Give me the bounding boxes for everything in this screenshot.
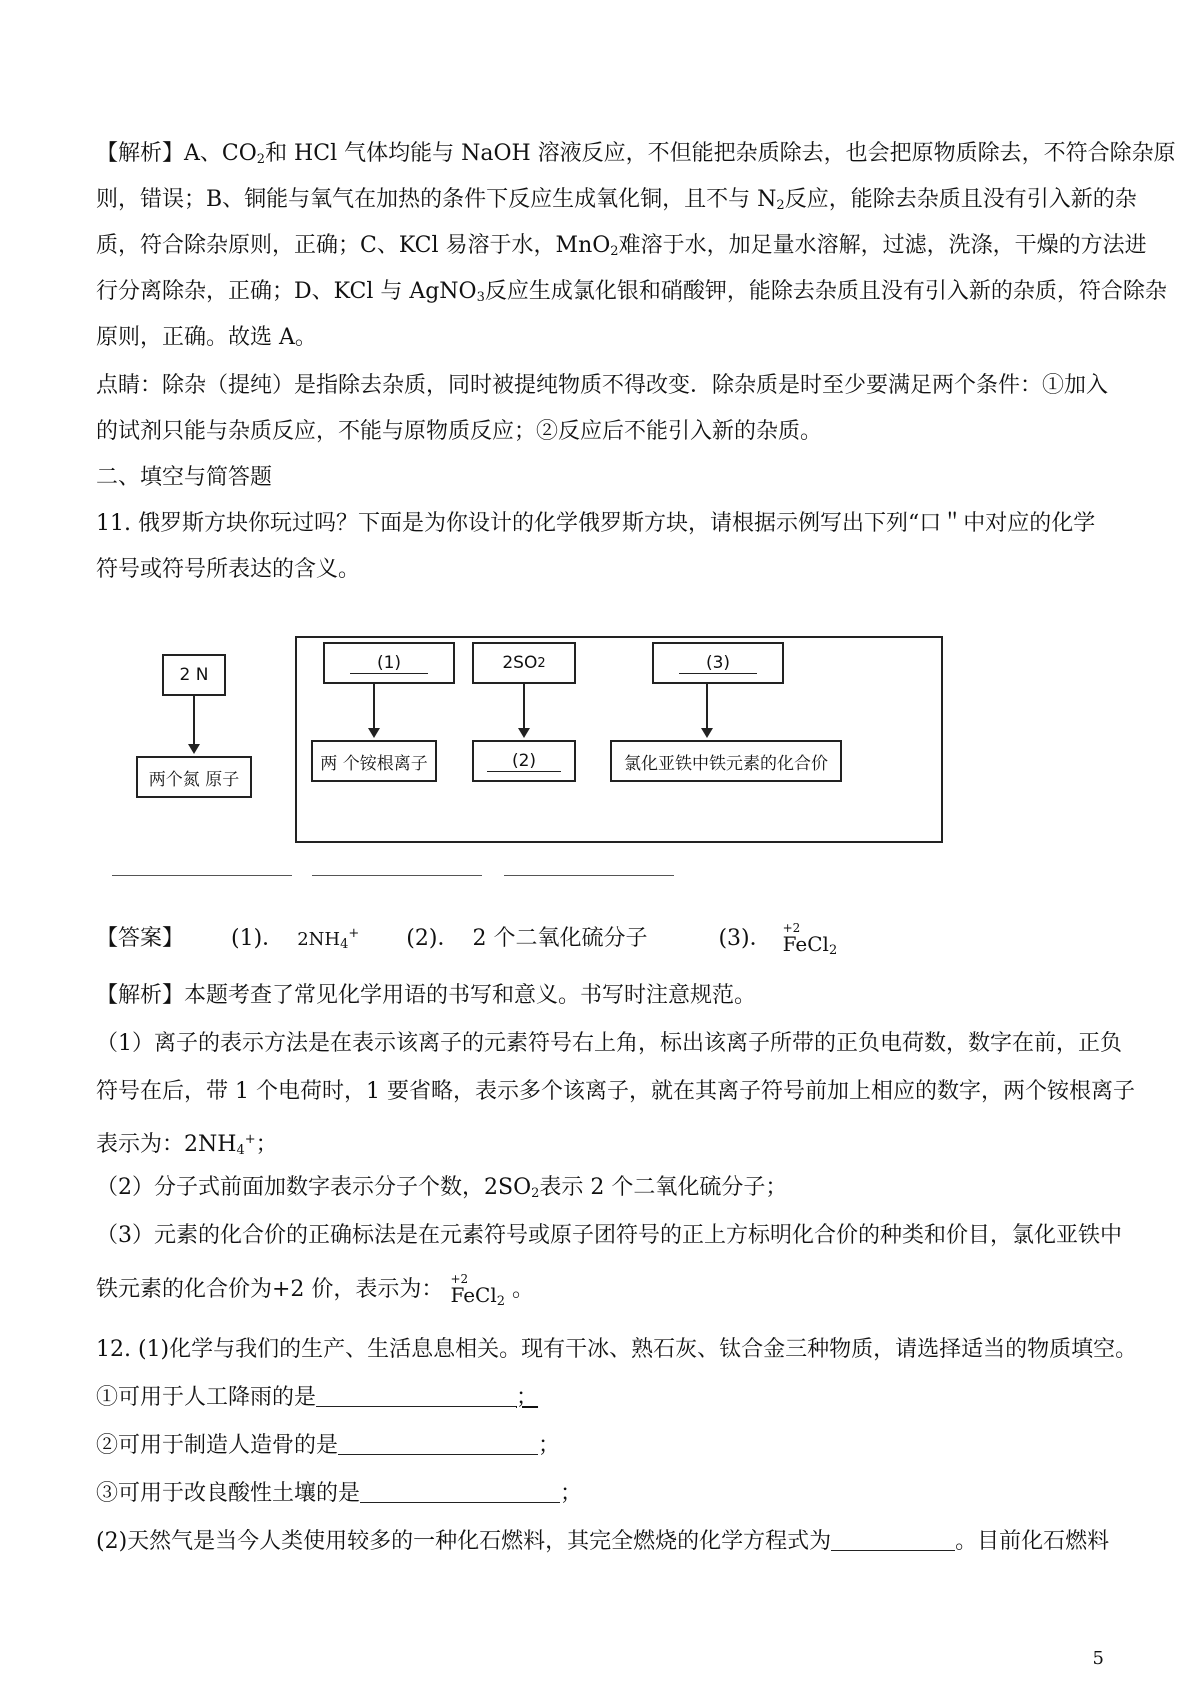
answer-fecl2-valence: +2 FeCl$_2$ xyxy=(782,921,838,958)
analysis-line-2: 则，错误；B、铜能与氧气在加热的条件下反应生成氧化铜，且不与 $N_2$反应，能除去杂质且没有引入新的杂 xyxy=(96,187,1137,213)
analysis-fecl2-valence: +2 FeCl$_2$ xyxy=(450,1272,506,1309)
q12-line-1: 12. (1)化学与我们的生产、生活息息相关。现有干冰、熟石灰、钛合金三种物质，请选择适当的物质填空。 xyxy=(96,1337,1138,1362)
q12-blank-4[interactable] xyxy=(831,1530,955,1551)
analysis-line-5: 原则，正确。故选 A。 xyxy=(96,325,317,350)
blank-1-box: (1) xyxy=(323,642,455,684)
example-top-box: 2 N xyxy=(162,654,226,696)
q12-blank-1[interactable] xyxy=(316,1386,516,1407)
q12-blank-2[interactable] xyxy=(338,1434,538,1455)
answer-blank-1[interactable] xyxy=(112,875,292,876)
analysis2-p2: （2）分子式前面加数字表示分子个数，$2SO_2$表示 2 个二氧化硫分子； xyxy=(96,1175,788,1201)
analysis2-p3-l1: （3）元素的化合价的正确标法是在元素符号或原子团符号的正上方标明化合价的种类和价目，氯化亚铁中 xyxy=(96,1223,1123,1248)
ammonium-box: 两 个铵根离子 xyxy=(311,740,437,782)
blank-2-box: (2) xyxy=(472,740,576,782)
blank-3-box: (3) xyxy=(652,642,784,684)
arrow-1 xyxy=(373,684,375,730)
q11-line-1: 11. 俄罗斯方块你玩过吗？下面是为你设计的化学俄罗斯方块，请根据示例写出下列“口＂中对应的化学 xyxy=(96,511,1096,536)
page-number: 5 xyxy=(1092,1648,1104,1669)
q12-blank-3[interactable] xyxy=(360,1482,560,1503)
tetris-diagram xyxy=(136,636,944,847)
answer-blank-3[interactable] xyxy=(504,875,674,876)
section-title: 二、填空与简答题 xyxy=(96,465,273,490)
analysis-line-3: 质，符合除杂原则，正确；C、KCl 易溶于水，MnO$_2$难溶于水，加足量水溶解，过滤，洗涤，干燥的方法进 xyxy=(96,233,1147,259)
valence-box: 氯化亚铁中铁元素的化合价 xyxy=(610,740,842,782)
q12-item-2: ②可用于制造人造骨的是 ； xyxy=(96,1433,561,1458)
analysis2-p1-l3: 表示为：$2NH_4^+$； xyxy=(96,1132,278,1158)
tip-line-2: 的试剂只能与杂质反应，不能与原物质反应；②反应后不能引入新的杂质。 xyxy=(96,419,823,444)
example-arrow xyxy=(193,696,195,746)
so2-box: 2SO 2 xyxy=(472,642,576,684)
arrow-2 xyxy=(523,684,525,730)
analysis2-p3-l2: 铁元素的化合价为+2 价，表示为： +2 FeCl$_2$ 。 xyxy=(96,1276,534,1316)
q12-line-5: (2)天然气是当今人类使用较多的一种化石燃料，其完全燃烧的化学方程式为 。目前化石燃料 xyxy=(96,1529,1110,1554)
analysis-line-1: 【解析】A、$CO_2$和 HCl 气体均能与 NaOH 溶液反应，不但能把杂质除去，也会把原物质除去，不符合除杂原 xyxy=(96,141,1176,167)
analysis2-head: 【解析】本题考查了常见化学用语的书写和意义。书写时注意规范。 xyxy=(96,983,757,1008)
q11-line-2: 符号或符号所表达的含义。 xyxy=(96,557,361,582)
q12-item-1: ①可用于人工降雨的是 ； xyxy=(96,1385,539,1410)
q12-item-3: ③可用于改良酸性土壤的是 ； xyxy=(96,1481,583,1506)
analysis-line-4: 行分离除杂，正确；D、KCl 与 AgNO$_3$反应生成氯化银和硝酸钾，能除去杂质且没有引入新的杂质，符合除杂 xyxy=(96,279,1167,305)
tip-line-1: 点睛：除杂（提纯）是指除去杂质，同时被提纯物质不得改变．除杂质是时至少要满足两个条件：①加入 xyxy=(96,373,1109,398)
analysis2-p1-l2: 符号在后，带 1 个电荷时，1 要省略，表示多个该离子，就在其离子符号前加上相应的数字，两个铵根离子 xyxy=(96,1079,1135,1104)
analysis2-p1-l1: （1）离子的表示方法是在表示该离子的元素符号右上角，标出该离子所带的正负电荷数，数字在前，正负 xyxy=(96,1031,1123,1056)
example-bottom-box: 两个氮 原子 xyxy=(136,756,252,798)
answer-blank-2[interactable] xyxy=(312,875,482,876)
answer-line: 【答案】 (1)． $2NH_4^+$ (2)． 2 个二氧化硫分子 (3)． +2 FeCl$_2$ xyxy=(96,920,837,965)
arrow-3 xyxy=(706,684,708,730)
